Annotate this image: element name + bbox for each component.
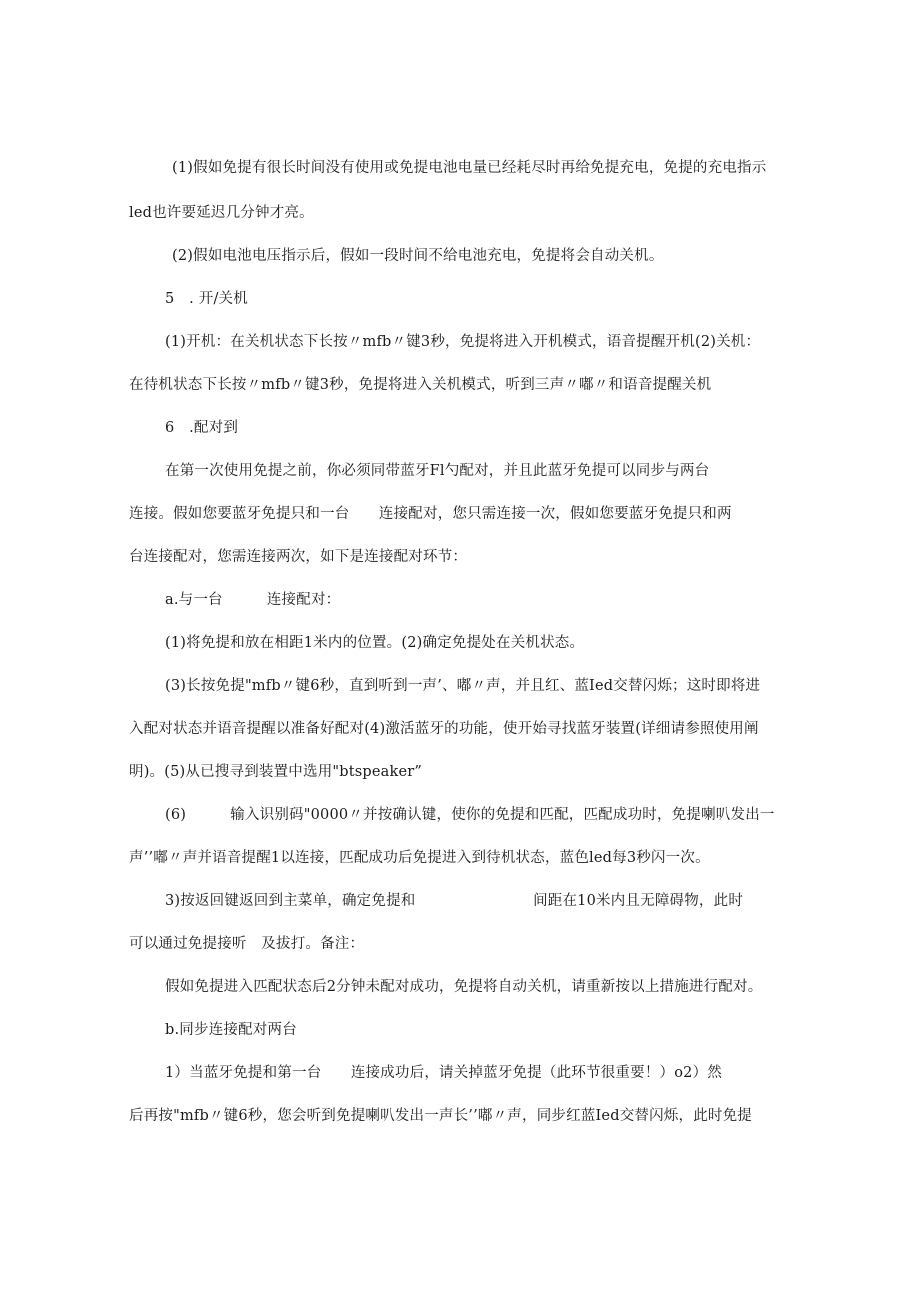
step-6-line-1: (6) 输入识别码"0000〃并按确认键，使你的免提和匹配，匹配成功时，免提喇叭发出一 xyxy=(165,807,775,823)
step-3-line-1: (3)长按免提"mfb〃键6秒，直到听到一声’、嘟〃声，并且红、蓝Ied交替闪烁；这时即将进 xyxy=(165,678,761,694)
paragraph-pairing-intro-line-2: 连接。假如您要蓝牙免提只和一台 连接配对，您只需连接一次，假如您要蓝牙免提只和两 xyxy=(129,506,732,522)
paragraph-voltage-note: (2)假如电池电压指示后，假如一段时间不给电池充电，免提将会自动关机。 xyxy=(172,248,664,264)
step-3-line-3: 明)。(5)从已搜寻到装置中选用"btspeaker” xyxy=(129,764,423,780)
paragraph-pairing-intro-line-1: 在第一次使用免提之前，你必须同带蓝牙Fl勺配对，并且此蓝牙免提可以同步与两台 xyxy=(165,463,710,479)
pair-two-step-line-1: 1）当蓝牙免提和第一台 连接成功后，请关掉蓝牙免提（此环节很重要！）o2）然 xyxy=(165,1065,722,1081)
step-6-line-2: 声’’嘟〃声并语音提醒1以连接，匹配成功后免提进入到待机状态，蓝色led每3秒闪一次。 xyxy=(129,850,710,866)
pair-two-step-line-2: 后再按"mfb〃键6秒，您会听到免提喇叭发出一声长’’嘟〃声，同步红蓝Ied交替闪烁，此时免提 xyxy=(129,1108,752,1124)
paragraph-charging-note-line-2: led也许要延迟几分钟才亮。 xyxy=(129,205,314,221)
step-3-line-2: 入配对状态并语音提醒以准备好配对(4)激活蓝牙的功能，使开始寻找蓝牙装置(详细请参照使用阐 xyxy=(129,721,759,737)
subheading-pair-two: b.同步连接配对两台 xyxy=(165,1022,297,1038)
step-1-2: (1)将免提和放在相距1米内的位置。(2)确定免提处在关机状态。 xyxy=(165,635,585,651)
subheading-pair-one: a.与一台 连接配对： xyxy=(165,592,341,608)
paragraph-charging-note-line-1: (1)假如免提有很长时间没有使用或免提电池电量已经耗尽时再给免提充电，免提的充电指示 xyxy=(172,160,767,176)
paragraph-power-on-off-line-1: (1)开机：在关机状态下长按〃mfb〃键3秒，免提将进入开机模式，语音提醒开机(2)关机： xyxy=(165,334,761,350)
section-heading-pairing: 6 .配对到 xyxy=(165,420,239,436)
paragraph-power-on-off-line-2: 在待机状态下长按〃mfb〃键3秒，免提将进入关机模式，听到三声〃嘟〃和语音提醒关机 xyxy=(129,377,712,393)
section-heading-power: 5 . 开/关机 xyxy=(165,291,248,307)
note-auto-shutdown: 假如免提进入匹配状态后2分钟未配对成功，免提将自动关机，请重新按以上措施进行配对。 xyxy=(165,979,763,995)
paragraph-pairing-intro-line-3: 台连接配对，您需连接两次，如下是连接配对环节： xyxy=(129,549,468,565)
step-return-line-2: 可以通过免提接听 及拔打。备注： xyxy=(129,936,365,952)
step-return-line-1: 3)按返回键返回到主菜单，确定免提和 间距在10米内且无障碍物，此时 xyxy=(165,893,744,909)
